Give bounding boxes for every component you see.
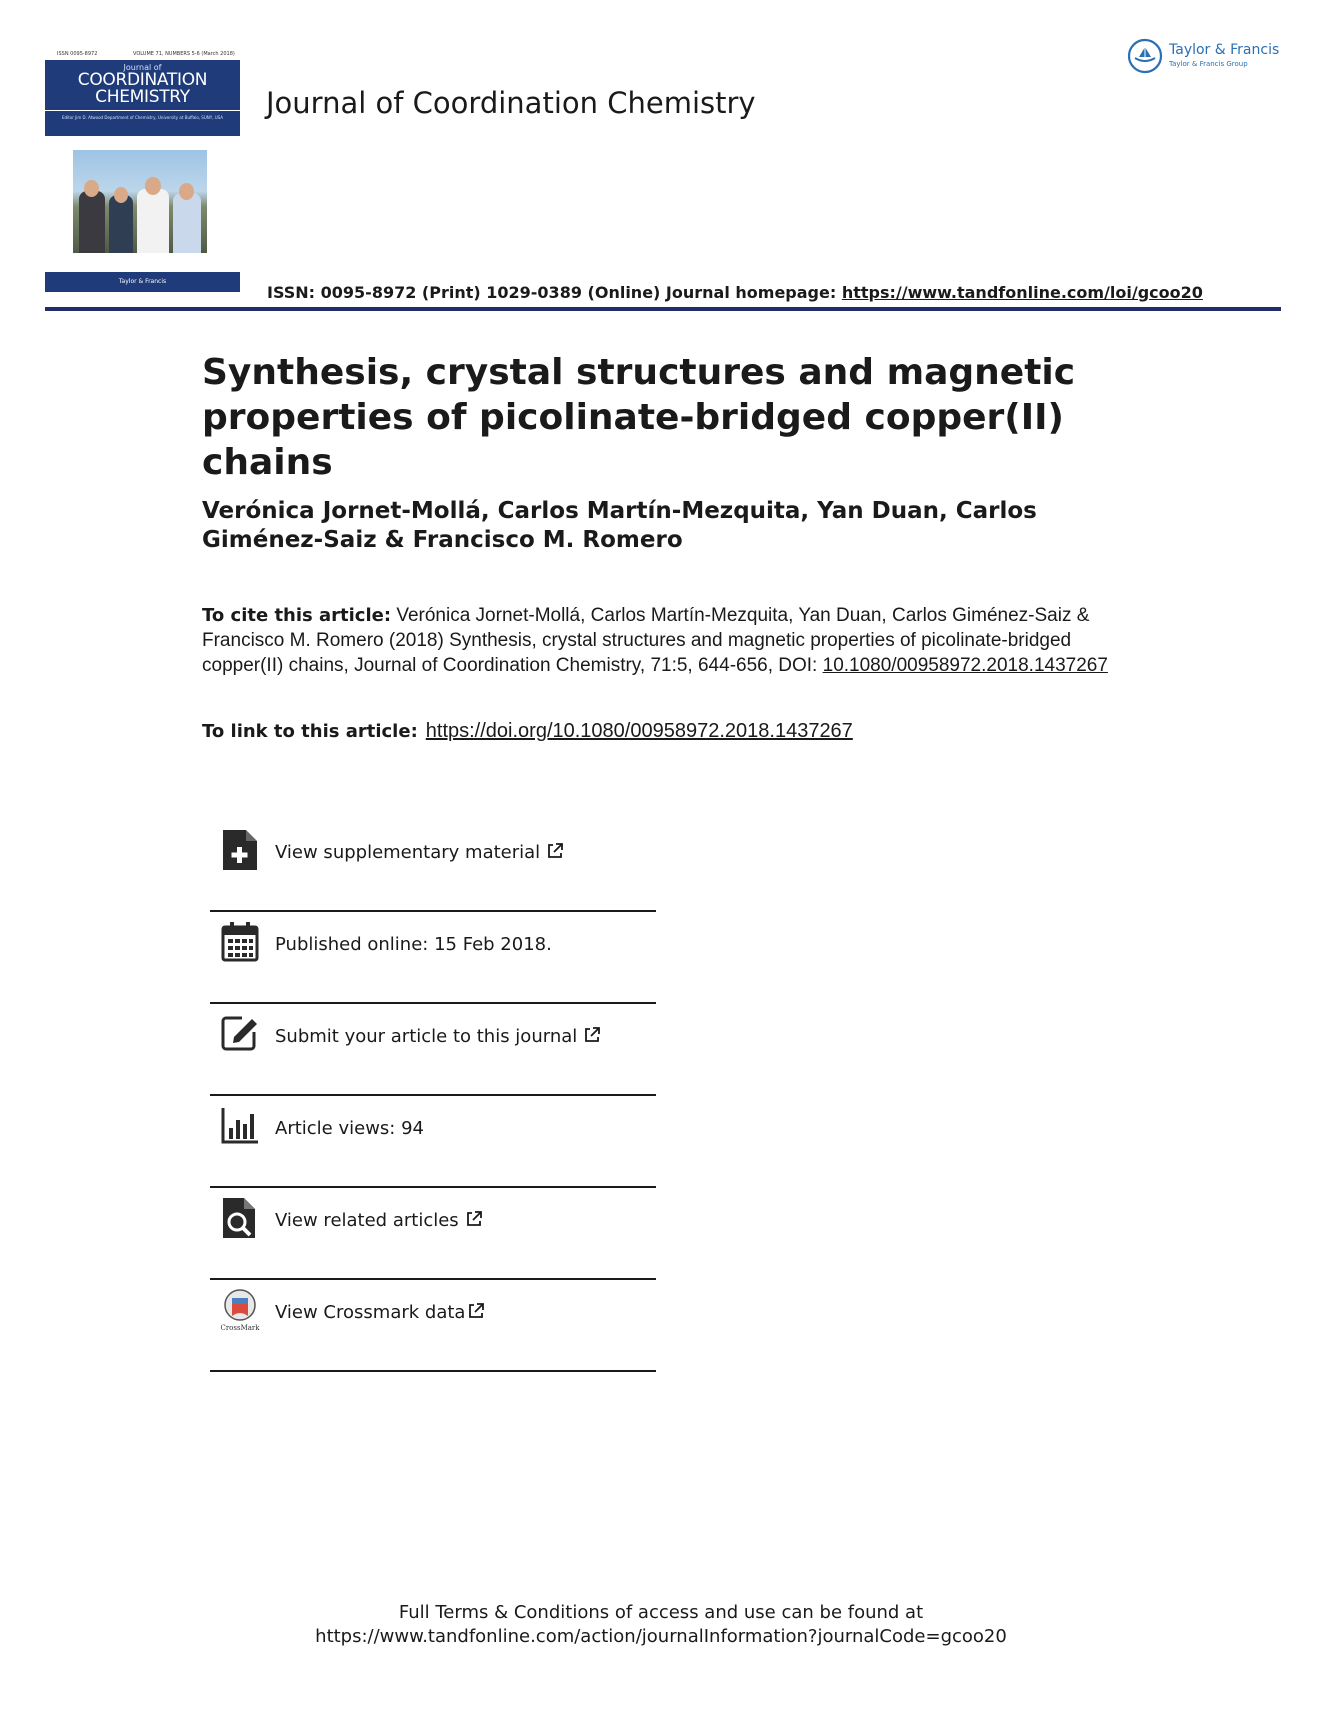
photo-person	[137, 189, 169, 253]
photo-head	[145, 177, 161, 195]
article-link-line	[202, 720, 853, 743]
photo-person	[109, 195, 133, 253]
supplementary-file-icon	[220, 828, 260, 872]
menu-item-crossmark[interactable]	[210, 1280, 656, 1372]
header-divider	[45, 307, 1281, 311]
cover-publisher-band	[45, 272, 240, 292]
menu-item-published	[210, 912, 656, 1004]
external-link-icon	[583, 1026, 601, 1044]
menu-item-submit[interactable]	[210, 1004, 656, 1096]
search-document-icon	[220, 1196, 260, 1240]
menu-item-label: View supplementary material	[275, 842, 564, 863]
cover-title-band	[45, 60, 240, 110]
article-authors: Verónica Jornet-Mollá, Carlos Martín-Mezquita, Yan Duan, Carlos Giménez-Saiz & Francisco M. Romero	[202, 498, 1037, 553]
external-link-icon	[467, 1302, 485, 1320]
article-doi-link[interactable]: https://doi.org/10.1080/00958972.2018.1437267	[425, 720, 853, 742]
menu-item-supplementary[interactable]	[210, 820, 656, 912]
taylor-francis-logo[interactable]	[1127, 38, 1297, 78]
photo-head	[179, 183, 194, 200]
menu-item-related[interactable]	[210, 1188, 656, 1280]
bar-chart-icon	[220, 1104, 260, 1148]
cover-publisher: Taylor & Francis	[118, 278, 167, 285]
issn-line	[267, 283, 1203, 302]
cover-name-line1: COORDINATION	[77, 70, 208, 90]
issn-text: ISSN: 0095-8972 (Print) 1029-0389 (Online) Journal homepage:	[267, 283, 842, 302]
crossmark-caption: CrossMark	[220, 1324, 260, 1332]
photo-person	[173, 193, 201, 253]
footer-terms	[0, 1601, 1322, 1649]
link-label: To link to this article:	[202, 721, 418, 742]
publisher-logo-sub: Taylor & Francis Group	[1169, 60, 1248, 68]
journal-homepage-link[interactable]: https://www.tandfonline.com/loi/gcoo20	[841, 283, 1203, 302]
cite-text: Verónica Jornet-Mollá, Carlos Martín-Mezquita, Yan Duan, Carlos Giménez-Saiz & Francisco M. Romero (2018) Synthesis, crystal structures and magnetic properties of picolinate-bridged copper(II) chains, Journal of Coordination Chemistry, 71:5, 644-656, DOI:	[202, 605, 1090, 676]
article-actions-list	[210, 820, 656, 1372]
menu-item-label: View related articles	[275, 1210, 483, 1231]
external-link-icon	[546, 842, 564, 860]
menu-item-views	[210, 1096, 656, 1188]
cite-label: To cite this article:	[202, 605, 392, 626]
cover-journal-of: Journal of	[123, 63, 162, 72]
menu-item-label: Article views: 94	[275, 1118, 424, 1139]
citation-block	[202, 603, 1122, 678]
calendar-icon	[220, 920, 260, 964]
cite-doi-link[interactable]: 10.1080/00958972.2018.1437267	[822, 655, 1108, 676]
cover-volume: VOLUME 71, NUMBERS 5-6 (March 2018)	[133, 51, 235, 57]
photo-person	[79, 191, 105, 253]
menu-item-label: View Crossmark data	[275, 1302, 485, 1323]
article-title: Synthesis, crystal structures and magnetic properties of picolinate-bridged copper(II) chains	[202, 352, 1076, 483]
cover-issn: ISSN 0095-8972	[57, 51, 98, 57]
footer-terms-link[interactable]: https://www.tandfonline.com/action/journalInformation?journalCode=gcoo20	[315, 1626, 1007, 1647]
journal-title: Journal of Coordination Chemistry	[266, 86, 756, 120]
photo-head	[84, 180, 99, 197]
journal-cover	[45, 50, 240, 292]
cover-editor-line: Editor Jim D. Atwood Department of Chemistry, University at Buffalo, SUNY, USA	[61, 115, 224, 120]
cover-name-line2: CHEMISTRY	[95, 87, 190, 107]
cover-editor-band	[45, 110, 240, 136]
publisher-logo-name: Taylor & Francis	[1169, 42, 1280, 58]
footer-line1: Full Terms & Conditions of access and use can be found at	[398, 1602, 924, 1623]
external-link-icon	[465, 1210, 483, 1228]
publisher-logo-icon	[1127, 38, 1163, 74]
menu-item-label: Submit your article to this journal	[275, 1026, 601, 1047]
edit-icon	[220, 1012, 260, 1056]
photo-head	[114, 187, 128, 203]
crossmark-icon	[220, 1288, 260, 1332]
cover-photo	[73, 150, 207, 253]
cover-top-strip	[45, 50, 240, 60]
menu-item-label: Published online: 15 Feb 2018.	[275, 934, 552, 955]
